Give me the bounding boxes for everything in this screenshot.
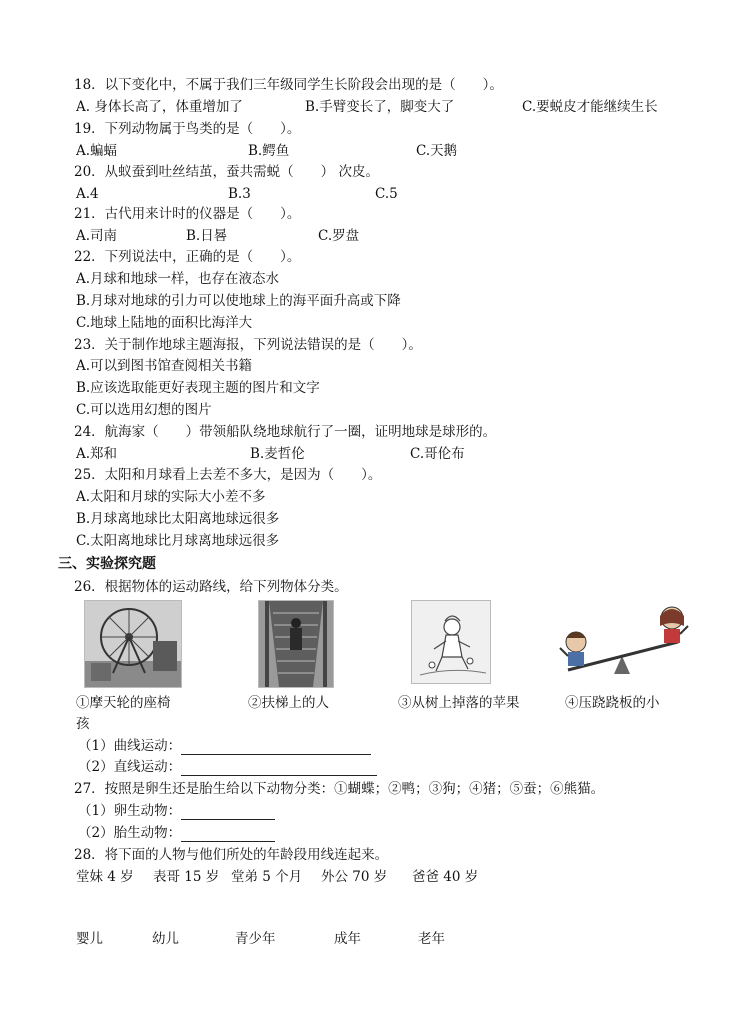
q22-option-a: A.月球和地球一样，也存在液态水 — [76, 271, 280, 287]
q27-viviparous-answer-blank[interactable] — [181, 827, 275, 842]
q26-straight-answer-blank[interactable] — [181, 761, 377, 776]
stage-toddler[interactable]: 幼儿 — [152, 931, 179, 947]
q28-stem: 28．将下面的人物与他们所处的年龄段用线连起来。 — [74, 847, 389, 863]
q26-sub2-label: （2）直线运动： — [78, 759, 182, 775]
q27-sub1-label: （1）卵生动物： — [78, 803, 182, 819]
q22-stem: 22．下列说法中，正确的是（ ）。 — [74, 249, 301, 265]
escalator-photo — [258, 600, 334, 688]
seesaw-children-drawing — [554, 604, 690, 682]
q25-stem: 25．太阳和月球看上去差不多大，是因为（ ）。 — [74, 467, 382, 483]
q21-option-a: A.司南 — [76, 228, 118, 244]
q24-option-c: C.哥伦布 — [410, 446, 465, 462]
q27-sub1 — [78, 802, 275, 820]
q21-stem: 21．古代用来计时的仪器是（ ）。 — [74, 206, 301, 222]
q19-option-a: A.蝙蝠 — [76, 143, 118, 159]
q24-option-a: A.郑和 — [76, 446, 118, 462]
q22-option-c: C.地球上陆地的面积比海洋大 — [76, 315, 253, 331]
q25-option-b: B.月球离地球比太阳离地球远很多 — [76, 511, 280, 527]
section-title: 三、实验探究题 — [58, 556, 156, 572]
person-cousin-brother[interactable]: 表哥 15 岁 — [153, 869, 220, 885]
q25-option-a: A.太阳和月球的实际大小差不多 — [76, 489, 266, 505]
q27-oviparous-answer-blank[interactable] — [181, 805, 275, 820]
q20-option-a: A.4 — [76, 186, 99, 202]
caption-seesaw-wrap: 孩 — [76, 716, 90, 732]
q23-option-c: C.可以选用幻想的图片 — [76, 402, 212, 418]
q27-sub2-label: （2）胎生动物： — [78, 825, 182, 841]
person-dad[interactable]: 爸爸 40 岁 — [412, 869, 479, 885]
q21-option-c: C.罗盘 — [318, 228, 360, 244]
q26-curve-answer-blank[interactable] — [181, 740, 371, 755]
q19-option-c: C.天鹅 — [416, 143, 458, 159]
q19-stem: 19．下列动物属于鸟类的是（ ）。 — [74, 121, 301, 137]
q25-option-c: C.太阳离地球比月球离地球远很多 — [76, 533, 280, 549]
q27-stem: 27．按照是卵生还是胎生给以下动物分类：①蝴蝶；②鸭；③狗；④猪；⑤蚕；⑥熊猫。 — [74, 781, 605, 797]
q18-option-c: C.要蜕皮才能继续生长 — [522, 99, 658, 115]
stage-adult[interactable]: 成年 — [334, 931, 361, 947]
q22-option-b: B.月球对地球的引力可以使地球上的海平面升高或下降 — [76, 293, 401, 309]
q20-option-c: C.5 — [375, 186, 398, 202]
stage-elderly[interactable]: 老年 — [418, 931, 445, 947]
q26-sub1-label: （1）曲线运动： — [78, 738, 182, 754]
person-baby-cousin[interactable]: 堂弟 5 个月 — [231, 869, 303, 885]
stage-teen[interactable]: 青少年 — [235, 931, 276, 947]
q26-sub1 — [78, 737, 371, 755]
ferris-wheel-photo — [84, 600, 182, 688]
q18-option-a: A. 身体长高了，体重增加了 — [76, 99, 243, 115]
q23-option-a: A.可以到图书馆查阅相关书籍 — [76, 358, 253, 374]
q23-stem: 23．关于制作地球主题海报，下列说法错误的是（ ）。 — [74, 337, 422, 353]
q27-sub2 — [78, 824, 275, 842]
q26-stem: 26．根据物体的运动路线，给下列物体分类。 — [74, 579, 348, 595]
q20-option-b: B.3 — [228, 186, 251, 202]
stage-infant[interactable]: 婴儿 — [76, 931, 103, 947]
caption-apple: ③从树上掉落的苹果 — [398, 695, 520, 711]
q19-option-b: B.鳄鱼 — [248, 143, 290, 159]
person-cousin-sister[interactable]: 堂妹 4 岁 — [76, 869, 134, 885]
q18-stem: 18．以下变化中，不属于我们三年级同学生长阶段会出现的是（ ）。 — [74, 77, 503, 93]
caption-seesaw: ④压跷跷板的小 — [565, 695, 660, 711]
q26-sub2 — [78, 758, 377, 776]
q20-stem: 20．从蚁蚕到吐丝结茧，蚕共需蜕（ ） 次皮。 — [74, 164, 379, 180]
q24-option-b: B.麦哲伦 — [250, 446, 305, 462]
falling-apple-drawing — [411, 600, 491, 684]
person-grandpa[interactable]: 外公 70 岁 — [321, 869, 388, 885]
q23-option-b: B.应该选取能更好表现主题的图片和文字 — [76, 380, 320, 396]
q24-stem: 24．航海家（ ）带领船队绕地球航行了一圈，证明地球是球形的。 — [74, 424, 497, 440]
caption-ferris-wheel: ①摩天轮的座椅 — [76, 695, 171, 711]
caption-escalator: ②扶梯上的人 — [248, 695, 329, 711]
q18-option-b: B.手臂变长了，脚变大了 — [305, 99, 455, 115]
q21-option-b: B.日晷 — [186, 228, 228, 244]
